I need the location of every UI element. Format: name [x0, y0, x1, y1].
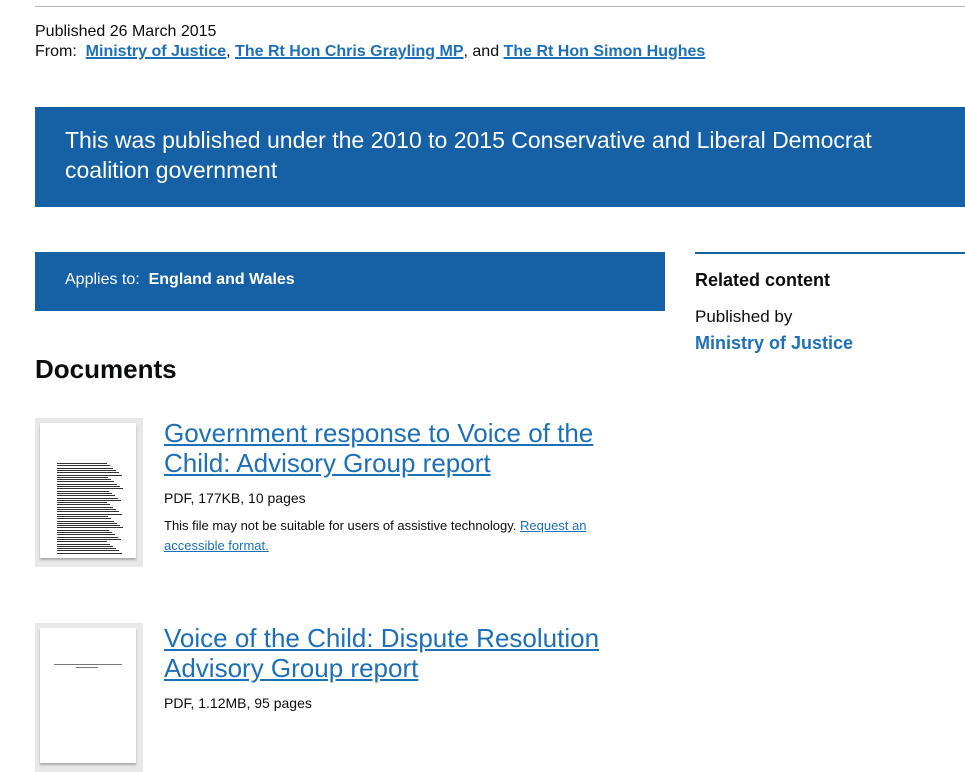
thumbnail-text-line	[57, 534, 115, 535]
document-details: PDF, 177KB, 10 pages	[164, 490, 306, 506]
thumbnail-text-line	[57, 539, 121, 540]
thumbnail-text-line	[57, 553, 122, 554]
thumbnail-text-line	[57, 550, 119, 551]
separator: , and	[463, 43, 504, 60]
thumbnail-text-line	[57, 523, 117, 524]
published-by-label: Published by	[695, 307, 793, 326]
thumbnail-text-line	[57, 514, 122, 515]
document-thumbnail[interactable]	[35, 623, 143, 772]
thumbnail-text-line	[57, 525, 120, 526]
thumbnail-text-line	[57, 472, 119, 473]
thumbnail-text-line	[57, 491, 109, 492]
thumbnail-text-line	[57, 511, 119, 512]
thumbnail-text-line	[57, 546, 113, 547]
thumbnail-text-line	[57, 465, 110, 466]
thumbnail-text-line	[57, 518, 111, 519]
thumbnail-text-line	[57, 502, 107, 503]
thumbnail-text-line	[57, 548, 116, 549]
from-label: From:	[35, 43, 77, 60]
thumbnail-text-line	[57, 532, 112, 533]
thumbnail-text-line	[57, 470, 116, 471]
documents-heading: Documents	[35, 354, 177, 384]
thumbnail-text-line	[57, 479, 111, 480]
document-title-link[interactable]: Government response to Voice of the Child: Advisory Group report	[164, 418, 594, 478]
thumbnail-text-line	[57, 500, 121, 501]
thumbnail-text-line	[57, 481, 114, 482]
from-link-grayling[interactable]: The Rt Hon Chris Grayling MP	[235, 43, 464, 60]
thumbnail-text-line	[57, 509, 116, 510]
thumbnail-text-line	[57, 486, 120, 487]
from-link-hughes[interactable]: The Rt Hon Simon Hughes	[503, 43, 706, 60]
thumbnail-text-line	[57, 488, 123, 489]
related-heading: Related content	[695, 270, 831, 290]
divider	[35, 6, 965, 7]
thumbnail-text-line	[57, 527, 123, 528]
thumbnail-text-line	[57, 463, 107, 464]
published-date: Published 26 March 2015	[35, 23, 217, 40]
thumbnail-text-line	[57, 498, 118, 499]
related-content	[695, 252, 965, 354]
thumbnail-text-line	[57, 475, 122, 476]
thumbnail-text-line	[57, 504, 110, 505]
document-thumbnail[interactable]	[35, 418, 143, 567]
thumbnail-text-line	[57, 541, 107, 542]
thumbnail-text-line	[57, 477, 108, 478]
applies-value: England and Wales	[148, 271, 295, 288]
thumbnail-text-line	[57, 507, 113, 508]
history-banner: This was published under the 2010 to 2015 Conservative and Liberal Democrat coalition government	[35, 107, 965, 207]
separator: ,	[226, 43, 236, 60]
thumbnail-text-line	[57, 544, 110, 545]
thumbnail-text-line	[57, 530, 109, 531]
accessibility-notice: This file may not be suitable for users of assistive technology.	[164, 518, 517, 533]
thumbnail-text-line	[57, 521, 114, 522]
from-link-moj[interactable]: Ministry of Justice	[85, 43, 227, 60]
publication-metadata	[35, 22, 705, 62]
thumbnail-text-line	[57, 468, 113, 469]
document-details: PDF, 1.12MB, 95 pages	[164, 695, 312, 711]
thumbnail-text-line	[57, 537, 118, 538]
document-title-link[interactable]: Voice of the Child: Dispute Resolution Advisory Group report	[164, 623, 600, 683]
related-org-link[interactable]: Ministry of Justice	[695, 333, 854, 353]
request-accessible-format-link[interactable]: Request an accessible format.	[164, 518, 587, 553]
applies-label: Applies to:	[65, 271, 140, 288]
thumbnail-text-line	[57, 493, 112, 494]
applies-to-box	[35, 252, 665, 311]
thumbnail-text-line	[57, 495, 115, 496]
thumbnail-text-line	[57, 484, 117, 485]
thumbnail-text-line	[57, 516, 108, 517]
